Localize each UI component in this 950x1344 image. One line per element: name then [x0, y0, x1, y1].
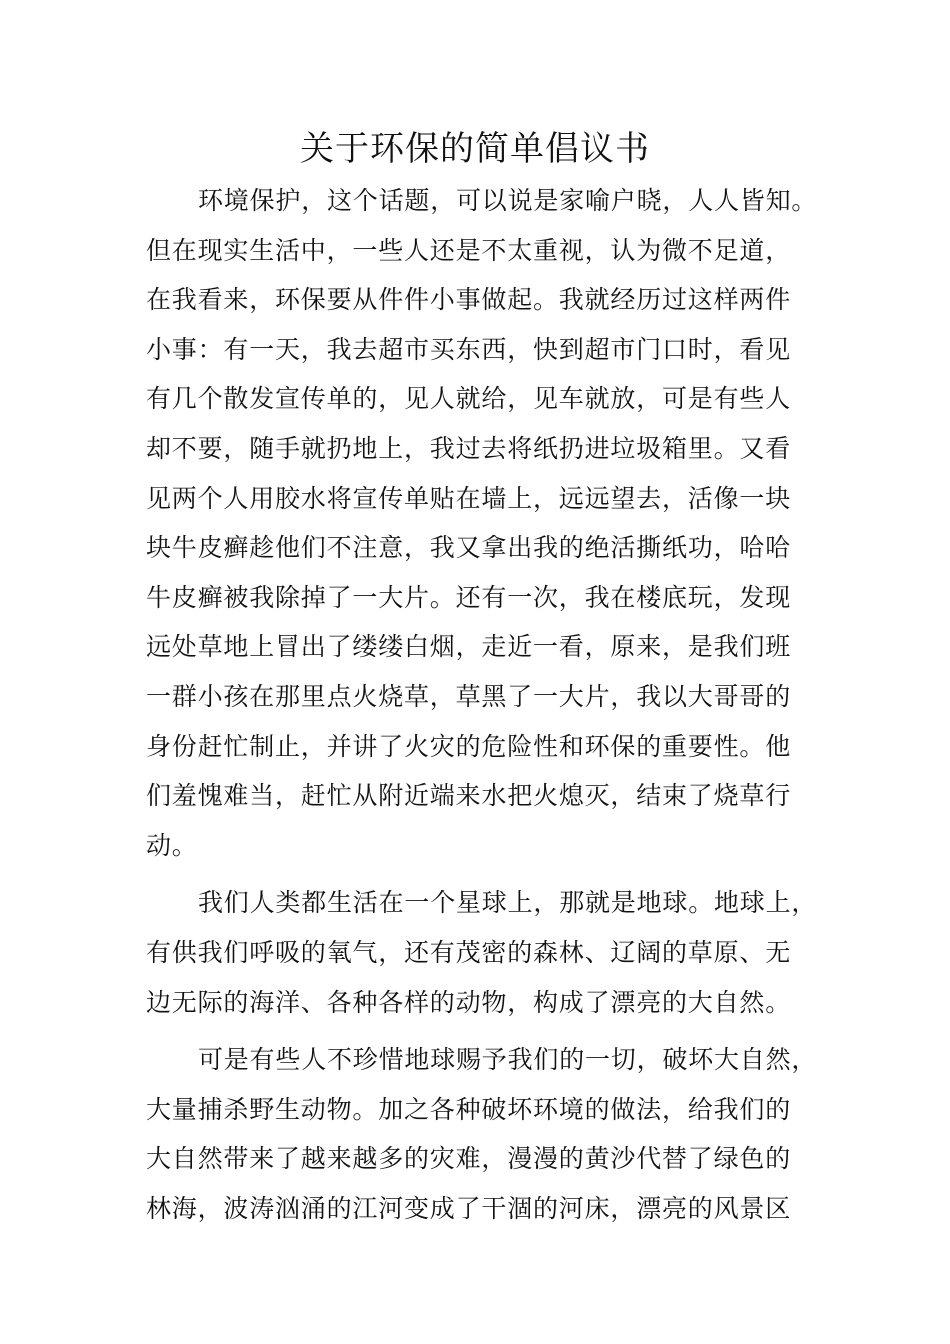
paragraph-line: 有几个散发宣传单的，见人就给，见车就放，可是有些人 [146, 384, 792, 414]
paragraph-line: 动。 [146, 830, 198, 860]
paragraph-line: 一群小孩在那里点火烧草，草黑了一大片，我以大哥哥的 [146, 681, 792, 711]
paragraph-gap [146, 1027, 846, 1035]
paragraph-line: 小事：有一天，我去超市买东西，快到超市门口时，看见 [146, 334, 792, 364]
paragraph-gap [146, 870, 846, 878]
paragraph-line: 有供我们呼吸的氧气，还有茂密的森林、辽阔的草原、无 [146, 937, 792, 967]
paragraph-line: 林海，波涛汹涌的江河变成了干涸的河床，漂亮的风景区 [146, 1193, 792, 1223]
paragraph-line: 大自然带来了越来越多的灾难，漫漫的黄沙代替了绿色的 [146, 1144, 792, 1174]
paragraph-line: 环境保护，这个话题，可以说是家喻户晓，人人皆知。 [198, 186, 818, 215]
paragraph-line: 见两个人用胶水将宣传单贴在墙上，远远望去，活像一块 [146, 483, 792, 513]
paragraph-line: 大量捕杀野生动物。加之各种破坏环境的做法，给我们的 [146, 1094, 792, 1124]
paragraph-line: 边无际的海洋、各种各样的动物，构成了漂亮的大自然。 [146, 987, 792, 1017]
paragraph-line: 但在现实生活中，一些人还是不太重视，认为微不足道， [146, 235, 792, 265]
paragraph-line: 可是有些人不珍惜地球赐予我们的一切，破坏大自然， [198, 1045, 818, 1075]
paragraph-line: 却不要，随手就扔地上，我过去将纸扔进垃圾箱里。又看 [146, 433, 792, 463]
paragraph-1 [146, 176, 846, 870]
paragraph-line: 身份赶忙制止，并讲了火灾的危险性和环保的重要性。他 [146, 731, 792, 761]
paragraph-line: 们羞愧难当，赶忙从附近端来水把火熄灭，结束了烧草行 [146, 781, 792, 811]
paragraph-line: 在我看来，环保要从件件小事做起。我就经历过这样两件 [146, 285, 792, 315]
paragraph-line: 远处草地上冒出了缕缕白烟，走近一看，原来，是我们班 [146, 632, 792, 662]
paragraph-3 [146, 1035, 846, 1233]
document-title: 关于环保的简单倡议书 [300, 129, 650, 169]
paragraph-line: 块牛皮癣趁他们不注意，我又拿出我的绝活撕纸功，哈哈 [146, 533, 792, 563]
paragraph-2 [146, 878, 846, 1027]
document-body [146, 176, 846, 1233]
paragraph-line: 我们人类都生活在一个星球上，那就是地球。地球上， [198, 888, 818, 918]
paragraph-line: 牛皮癣被我除掉了一大片。还有一次，我在楼底玩，发现 [146, 582, 792, 612]
